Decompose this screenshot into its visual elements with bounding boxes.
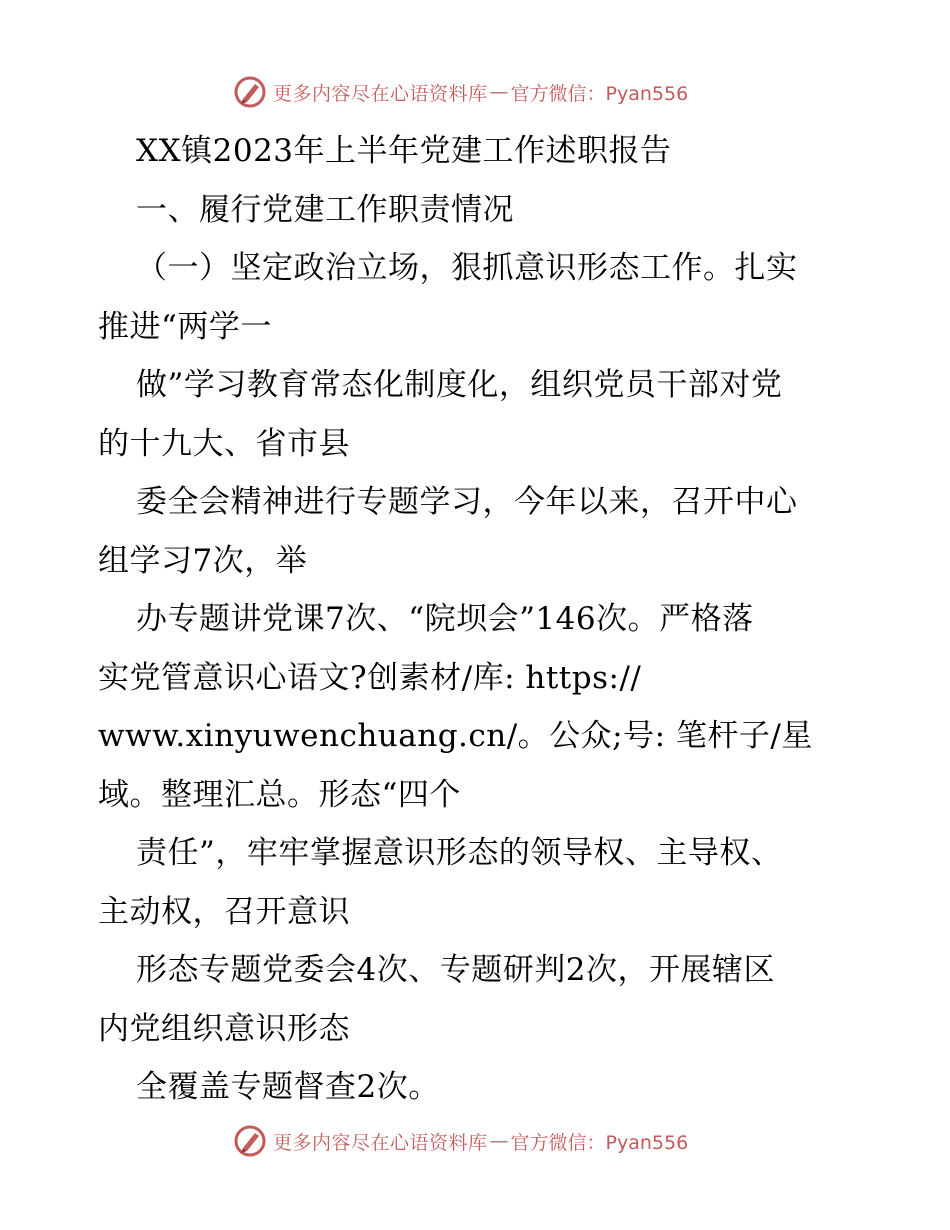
- pen-logo-icon: [233, 1124, 267, 1158]
- watermark-text: 更多内容尽在心语资料库: [273, 82, 488, 105]
- doc-line: 做”学习教育常态化制度化，组织党员干部对党: [136, 367, 783, 403]
- doc-line-section-heading: 一、履行党建工作职责情况: [136, 191, 514, 228]
- watermark-separator: —: [489, 1130, 509, 1152]
- doc-line: 形态专题党委会4次、专题研判2次，开展辖区: [136, 952, 775, 988]
- doc-line-title: XX镇2023年上半年党建工作述职报告: [136, 133, 672, 169]
- doc-line: 的十九大、省市县: [98, 425, 350, 462]
- doc-line: 全覆盖专题督查2次。: [136, 1069, 440, 1105]
- doc-line: 实党管意识心语文?创素材/库: https://: [98, 659, 642, 696]
- doc-line: 内党组织意识形态: [98, 1010, 350, 1047]
- watermark-contact: 官方微信：Pyan556: [510, 82, 689, 105]
- document-body: [98, 122, 858, 1117]
- footer-watermark: [233, 1121, 688, 1161]
- doc-line: （一）坚定政治立场，狠抓意识形态工作。扎实: [136, 250, 798, 286]
- doc-line: 委全会精神进行专题学习，今年以来，召开中心: [136, 484, 798, 520]
- doc-line: 主动权，召开意识: [98, 893, 350, 930]
- header-watermark: [233, 72, 688, 112]
- doc-line: 责任”，牢牢掌握意识形态的领导权、主导权、: [136, 835, 783, 871]
- watermark-separator: —: [489, 81, 509, 103]
- doc-line: 组学习7次，举: [98, 542, 308, 579]
- watermark-text: 更多内容尽在心语资料库: [273, 1131, 488, 1154]
- pen-logo-icon: [233, 75, 267, 109]
- doc-line: 推进“两学一: [98, 308, 272, 345]
- doc-line: 办专题讲党课7次、“院坝会”146次。严格落: [136, 601, 754, 637]
- doc-line: 域。整理汇总。形态“四个: [98, 776, 461, 813]
- doc-line: www.xinyuwenchuang.cn/。公众;号: 笔杆子/星: [98, 718, 813, 754]
- watermark-contact: 官方微信：Pyan556: [510, 1131, 689, 1154]
